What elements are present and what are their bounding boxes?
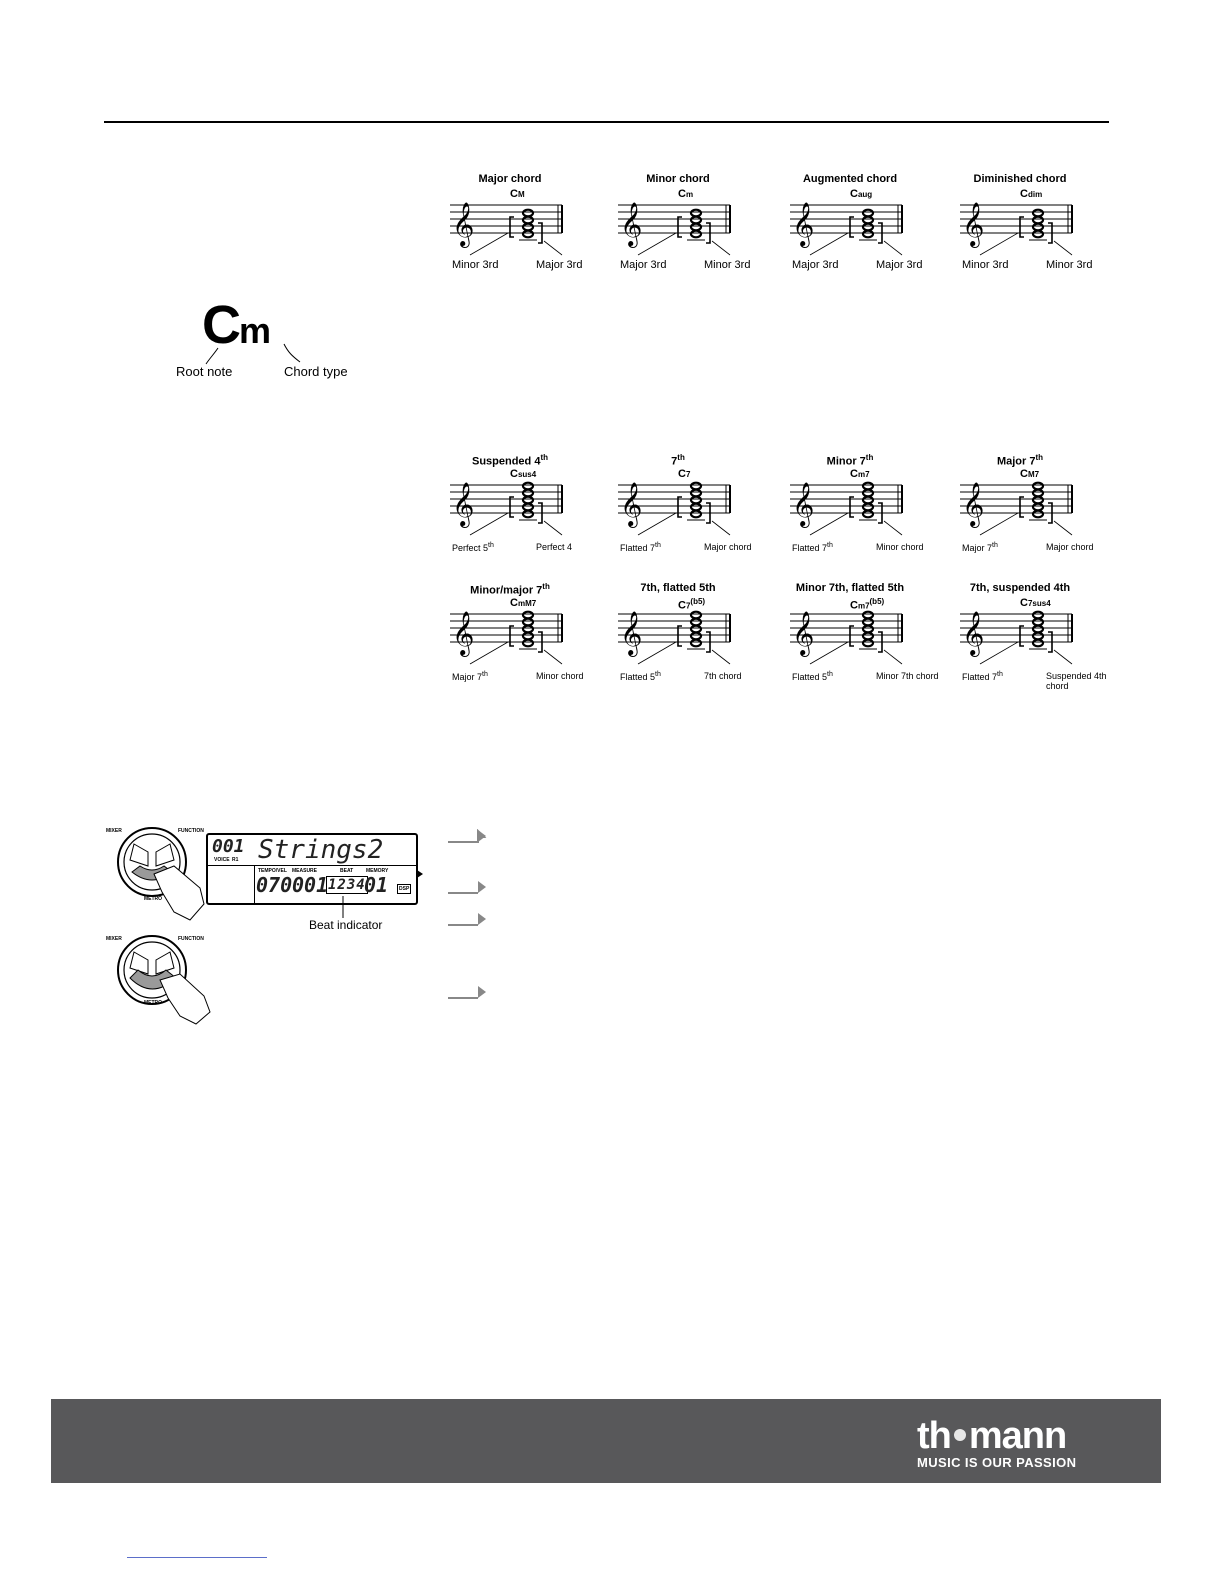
note-head: [1033, 483, 1043, 490]
music-staff-svg: [598, 197, 758, 257]
note-head: [1033, 497, 1043, 504]
interval-bracket-left: [678, 626, 682, 646]
lcd-measure-label: MEASURE: [292, 868, 318, 874]
note-head: [1033, 626, 1043, 633]
chord-diagram-row2-2: [598, 453, 758, 573]
lcd-tempo-label: TEMPO/VEL: [258, 868, 287, 874]
interval-label-left: Perfect 5th: [452, 542, 494, 553]
beat-indicator-pointer: [340, 896, 350, 920]
pointer-line-left: [980, 642, 1018, 664]
chord-title: Suspended 4th: [471, 453, 549, 468]
note-head: [1033, 612, 1043, 619]
step-arrow-4-icon: [448, 985, 488, 1001]
brand-part-b: mann: [968, 1415, 1067, 1457]
chord-title: 7th, suspended 4th: [969, 582, 1071, 594]
note-head: [863, 217, 873, 224]
svg-text:𝄞: 𝄞: [620, 202, 643, 246]
pointer-line-right: [712, 650, 730, 664]
logo-dot-icon: [954, 1429, 966, 1441]
interval-label-left: Major 7th: [452, 671, 488, 682]
bottom-link-underline[interactable]: [127, 1557, 267, 1558]
note-head: [691, 626, 701, 633]
chord-name: CM: [510, 188, 525, 200]
interval-label-right: Major chord: [704, 542, 752, 552]
mixer-label-2: MIXER: [106, 936, 122, 942]
chord-name: $C7^{(b5)}$: [678, 597, 706, 612]
note-head-root: [691, 511, 701, 518]
music-staff-svg: [430, 197, 590, 257]
note-head: [523, 612, 533, 619]
pointer-line-left: [810, 642, 848, 664]
interval-label-right: Minor 3rd: [704, 259, 751, 271]
chord-title: Augmented chord: [802, 173, 898, 185]
thomann-logo: [917, 1417, 1066, 1455]
interval-label-left: Major 7th: [962, 542, 998, 553]
chord-root-letter: C: [202, 295, 239, 355]
lcd-dsp-label: DSP: [399, 886, 410, 892]
chord-diagram-row1-1: [430, 173, 590, 293]
interval-label-left: Major 3rd: [620, 259, 667, 271]
chord-title: Major chord: [478, 173, 542, 185]
music-staff-svg: [598, 477, 758, 537]
note-head-root: [523, 511, 533, 518]
chord-diagram-row3-4: [940, 582, 1107, 702]
metro-label: METRO: [144, 896, 163, 902]
metro-label-2: METRO: [144, 1000, 163, 1006]
pointer-line-left: [810, 233, 848, 255]
lcd-display: [206, 833, 418, 905]
pointer-line-right: [884, 650, 902, 664]
note-head: [1033, 217, 1043, 224]
control-wheel-bottom-svg: [104, 930, 224, 1026]
chord-diagram-row1-4: [940, 173, 1100, 293]
note-head: [863, 619, 873, 626]
music-staff-svg: [430, 606, 590, 666]
note-head: [691, 224, 701, 231]
lcd-voice-number: 001: [212, 836, 245, 857]
svg-text:𝄞: 𝄞: [620, 611, 643, 655]
interval-label-left: Flatted 5th: [620, 671, 661, 682]
music-staff-svg: [598, 606, 758, 666]
note-head-root: [1033, 231, 1043, 238]
lcd-voice-label: VOICE: [214, 857, 230, 863]
note-head: [523, 483, 533, 490]
note-head: [691, 619, 701, 626]
lcd-top-row: [208, 835, 416, 866]
interval-bracket-left: [1020, 626, 1024, 646]
note-head: [691, 210, 701, 217]
note-head: [863, 612, 873, 619]
lcd-divider: [254, 865, 255, 903]
svg-text:𝄞: 𝄞: [962, 482, 985, 526]
chord-title: Minor/major 7th: [470, 582, 550, 597]
chord-name: Cm: [678, 188, 694, 200]
interval-label-left: Minor 3rd: [962, 259, 1009, 271]
header-rule: [104, 121, 1109, 123]
note-head: [523, 490, 533, 497]
chord-title: Diminished chord: [973, 173, 1067, 185]
note-head: [1033, 633, 1043, 640]
note-head-root: [1033, 640, 1043, 647]
note-head: [863, 504, 873, 511]
note-head: [1033, 210, 1043, 217]
chord-name: CM7: [1020, 468, 1040, 480]
note-head: [523, 504, 533, 511]
note-head: [523, 497, 533, 504]
note-head-root: [523, 231, 533, 238]
interval-label-right: Major chord: [1046, 542, 1094, 552]
interval-label-left: Flatted 7th: [620, 542, 661, 553]
chord-name: Cm7: [850, 468, 870, 480]
chord-diagram-row2-3: [770, 453, 930, 573]
pointer-line-right: [544, 521, 562, 535]
pointer-line-left: [980, 233, 1018, 255]
lcd-tempo-value: 070: [256, 873, 293, 897]
pointer-line-left: [810, 513, 848, 535]
note-head: [691, 497, 701, 504]
pointer-line-left: [980, 513, 1018, 535]
chord-type-diagram: [176, 295, 376, 388]
interval-bracket-left: [850, 497, 854, 517]
brand-part-a: th: [917, 1415, 951, 1457]
interval-label-right: Major 3rd: [536, 259, 583, 271]
pointer-line-right: [884, 521, 902, 535]
music-staff-svg: [770, 477, 930, 537]
svg-text:𝄞: 𝄞: [452, 482, 475, 526]
pointer-line-right: [712, 521, 730, 535]
note-head: [523, 619, 533, 626]
svg-text:𝄞: 𝄞: [962, 611, 985, 655]
svg-text:𝄞: 𝄞: [620, 482, 643, 526]
note-head: [691, 483, 701, 490]
lcd-memory-value: 01: [364, 873, 389, 897]
note-head: [523, 626, 533, 633]
root-note-label: Root note: [176, 364, 233, 379]
interval-label-right: Major 3rd: [876, 259, 923, 271]
svg-text:𝄞: 𝄞: [962, 202, 985, 246]
pointer-line-right: [1054, 241, 1072, 255]
music-staff-svg: [940, 477, 1100, 537]
interval-label-left: Major 3rd: [792, 259, 839, 271]
svg-text:𝄞: 𝄞: [792, 202, 815, 246]
note-head-root: [863, 640, 873, 647]
chord-diagram-row3-2: [598, 582, 758, 702]
mixer-label: MIXER: [106, 828, 122, 834]
control-wheel-top-svg: [104, 822, 214, 922]
chord-type-label: Chord type: [284, 364, 348, 379]
chord-title: Minor chord: [646, 173, 710, 185]
function-label: FUNCTION: [178, 828, 204, 834]
note-head: [863, 224, 873, 231]
music-staff-svg: [940, 606, 1100, 666]
step-arrow-2-icon: [448, 880, 488, 896]
lcd-voice-name: Strings2: [258, 835, 384, 865]
note-head-root: [863, 511, 873, 518]
music-staff-svg: [430, 477, 590, 537]
interval-bracket-left: [510, 626, 514, 646]
pointer-line-right: [544, 650, 562, 664]
svg-text:𝄞: 𝄞: [792, 482, 815, 526]
interval-label-right: Perfect 4: [536, 542, 573, 552]
interval-label-left: Flatted 7th: [962, 671, 1003, 682]
note-head: [863, 626, 873, 633]
interval-label-right: Minor chord: [536, 671, 584, 681]
note-head: [691, 490, 701, 497]
chord-name: Caug: [850, 188, 873, 200]
pointer-line-left: [470, 233, 508, 255]
interval-label-right: Minor 3rd: [1046, 259, 1093, 271]
interval-bracket-left: [678, 217, 682, 237]
music-staff-svg: [770, 197, 930, 257]
note-head: [691, 612, 701, 619]
chord-name: C7sus4: [1020, 597, 1051, 609]
chord-diagram-row1-3: [770, 173, 930, 293]
chord-name: Csus4: [510, 468, 537, 480]
svg-text:𝄞: 𝄞: [452, 611, 475, 655]
note-head: [863, 497, 873, 504]
chord-title: 7th, flatted 5th: [640, 582, 716, 594]
note-head: [523, 210, 533, 217]
interval-bracket-left: [678, 497, 682, 517]
note-head: [691, 217, 701, 224]
chord-type-letter: m: [239, 310, 270, 351]
svg-text:𝄞: 𝄞: [792, 611, 815, 655]
note-head: [523, 633, 533, 640]
note-head: [863, 490, 873, 497]
lcd-beat-value: 1234: [328, 877, 366, 893]
svg-text:𝄞: 𝄞: [452, 202, 475, 246]
lcd-measure-value: 001: [292, 873, 329, 897]
pointer-line-right: [544, 241, 562, 255]
pointer-line-right: [1054, 521, 1072, 535]
music-staff-svg: [940, 197, 1100, 257]
chord-title: Major 7th: [996, 453, 1044, 468]
note-head: [863, 210, 873, 217]
step-arrow-3-icon: [448, 912, 488, 928]
note-head-root: [523, 640, 533, 647]
music-staff-svg: [770, 606, 930, 666]
note-head: [523, 224, 533, 231]
footer-banner: [51, 1399, 1161, 1483]
chord-title: 7th: [671, 453, 685, 468]
note-head-root: [691, 640, 701, 647]
chord-name: C7: [678, 468, 691, 480]
note-head-root: [691, 231, 701, 238]
interval-label-right: 7th chord: [704, 671, 742, 681]
note-head: [863, 483, 873, 490]
chord-name: $Cm7^{(b5)}$: [850, 597, 885, 612]
pointer-line-left: [470, 513, 508, 535]
chord-diagram-row3-3: [770, 582, 939, 702]
interval-label-right: Suspended 4th chord: [1046, 671, 1107, 691]
pointer-line-left: [638, 513, 676, 535]
interval-label-right: Minor chord: [876, 542, 924, 552]
lcd-r1-label: R1: [232, 857, 239, 863]
pointer-line-left: [470, 642, 508, 664]
pointer-line-left: [638, 642, 676, 664]
chord-diagram-row2-4: [940, 453, 1100, 573]
interval-label-left: Flatted 5th: [792, 671, 833, 682]
function-label-2: FUNCTION: [178, 936, 204, 942]
note-head: [1033, 490, 1043, 497]
lcd-beat-label: BEAT: [340, 868, 354, 874]
note-head: [691, 504, 701, 511]
chord-diagram-row3-1: [430, 582, 590, 702]
chord-diagram-row2-1: [430, 453, 590, 573]
note-head: [691, 633, 701, 640]
interval-bracket-left: [850, 626, 854, 646]
beat-indicator-label: Beat indicator: [309, 918, 383, 932]
chord-name: CmM7: [510, 597, 537, 609]
lcd-side-marker: [416, 840, 426, 900]
step-arrow-1-icon: [448, 829, 488, 845]
pointer-line-right: [1054, 650, 1072, 664]
note-head: [1033, 619, 1043, 626]
note-head-root: [1033, 511, 1043, 518]
interval-bracket-left: [850, 217, 854, 237]
chord-name: Cdim: [1020, 188, 1043, 200]
pointer-line-right: [712, 241, 730, 255]
interval-label-right: Minor 7th chord: [876, 671, 939, 681]
chord-title: Minor 7th, flatted 5th: [795, 582, 905, 594]
interval-bracket-left: [1020, 217, 1024, 237]
chord-diagram-row1-2: [598, 173, 758, 293]
interval-label-left: Flatted 7th: [792, 542, 833, 553]
interval-bracket-left: [510, 497, 514, 517]
pointer-line-right: [884, 241, 902, 255]
note-head: [863, 633, 873, 640]
interval-bracket-left: [510, 217, 514, 237]
note-head: [523, 217, 533, 224]
lcd-memory-label: MEMORY: [366, 868, 389, 874]
note-head: [1033, 504, 1043, 511]
brand-slogan: MUSIC IS OUR PASSION: [917, 1455, 1077, 1470]
note-head: [1033, 224, 1043, 231]
interval-label-left: Minor 3rd: [452, 259, 499, 271]
note-head-root: [863, 231, 873, 238]
interval-bracket-left: [1020, 497, 1024, 517]
chord-title: Minor 7th: [826, 453, 874, 468]
pointer-line-left: [638, 233, 676, 255]
